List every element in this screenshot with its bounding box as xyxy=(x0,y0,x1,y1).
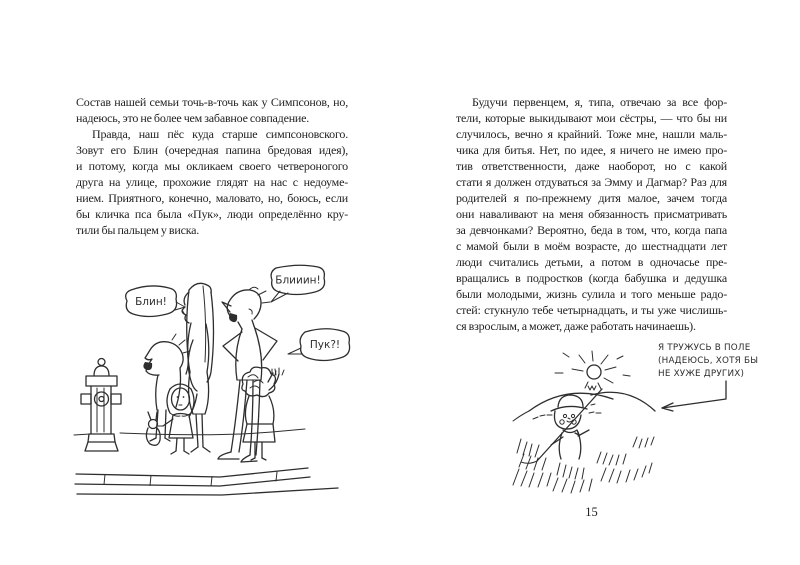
paragraph xyxy=(76,94,348,126)
sun-drawing xyxy=(555,351,630,390)
text-line: были молодыми, жизнь сулила и того меньше радо- xyxy=(456,287,727,301)
text-line: и потому, когда мы окликаем своего четвероногого xyxy=(76,159,348,173)
speech-bubble-mother xyxy=(126,286,185,317)
text-line: ся взрослым, а может, даже работать начинаешь). xyxy=(456,319,696,333)
annotation-arrow-icon xyxy=(662,381,726,411)
text-line: бы кличка пса была «Пук», люди определённо кру- xyxy=(76,207,348,221)
paragraph xyxy=(76,126,348,238)
text-line: люди считались детьми, а потом в одночасье пре- xyxy=(456,255,727,269)
text-line: нием. Приятного, конечно, маловато, но, боюсь, если xyxy=(76,191,348,205)
text-line: они наваливают на меня обязанность присматривать xyxy=(456,207,727,221)
father-figure xyxy=(218,287,277,462)
fire-hydrant-drawing xyxy=(81,359,121,452)
girl-with-bunny-figure xyxy=(146,384,197,454)
hills-drawing xyxy=(513,392,655,421)
shouting-boy-figure xyxy=(143,334,190,441)
speech-bubble-text: Пук?! xyxy=(309,339,341,351)
paragraph xyxy=(456,94,727,334)
text-line: тели, которые выкидывают мои сёстры, — что бы ни xyxy=(456,111,727,125)
text-line: за девчонками? Вероятно, беда в том, что, когда папа xyxy=(456,223,727,237)
field-worker-figure xyxy=(521,389,602,463)
text-line: с мамой были в моём возрасте, до шестнадцати лет xyxy=(456,239,727,253)
speech-bubble-text: Блин! xyxy=(135,296,167,308)
text-line: Правда, наш пёс куда старше симпсоновского. xyxy=(92,127,348,141)
family-street-illustration xyxy=(72,262,357,507)
text-line: надеюсь, это не более чем забавное совпадение. xyxy=(76,111,310,125)
speech-bubble-father xyxy=(271,265,325,302)
handwritten-note xyxy=(658,342,760,382)
text-line: Состав нашей семьи точь-в-точь как у Симпсонов, но, xyxy=(76,95,348,109)
text-line: тили бы пальцем у виска. xyxy=(76,223,200,237)
right-page-text xyxy=(456,94,727,334)
text-line: стей: стукнуло тебе четырнадцать, и ты уже числишь- xyxy=(456,303,727,317)
handwritten-note-line: Я ТРУЖУСЬ В ПОЛЕ xyxy=(658,343,751,353)
grass-strokes xyxy=(513,404,654,493)
speech-bubble-passerby xyxy=(288,329,350,361)
text-line: родителей я по-прежнему дитя малое, зачем тогда xyxy=(456,191,727,205)
toy-bunny-drawing xyxy=(146,412,163,445)
text-line: Зовут его Блин (очередная папина бредовая идея), xyxy=(76,143,348,157)
text-line: друга на улице, прохожие глядят на нас с недоуме- xyxy=(76,175,348,189)
speech-bubble-text: Блииин! xyxy=(275,274,321,287)
handwritten-note-line: (НАДЕЮСЬ, ХОТЯ БЫ xyxy=(658,356,759,367)
text-line: тив ответственности, даже наоборот, но с какой xyxy=(456,159,727,173)
text-line: случилось, вечно я крайний. Тоже мне, нашли маль- xyxy=(456,127,727,141)
handwritten-note-line: НЕ ХУЖЕ ДРУГИХ) xyxy=(658,369,745,380)
text-line: вращались в подростков (когда бабушка и дедушка xyxy=(456,271,727,285)
left-page-text xyxy=(76,94,348,238)
page-number: 15 xyxy=(585,505,598,519)
curly-haired-passerby-figure xyxy=(242,367,284,460)
mother-figure xyxy=(181,283,213,452)
text-line: Будучи первенцем, я, типа, отвечаю за все фор- xyxy=(472,95,727,109)
text-line: стати я должен отдуваться за Эмму и Дагмар? Раз для xyxy=(456,175,727,189)
text-line: чика для битья. Нет, по идее, я ничего не имею про- xyxy=(456,143,727,157)
curb-sidewalk-drawing xyxy=(75,468,338,495)
